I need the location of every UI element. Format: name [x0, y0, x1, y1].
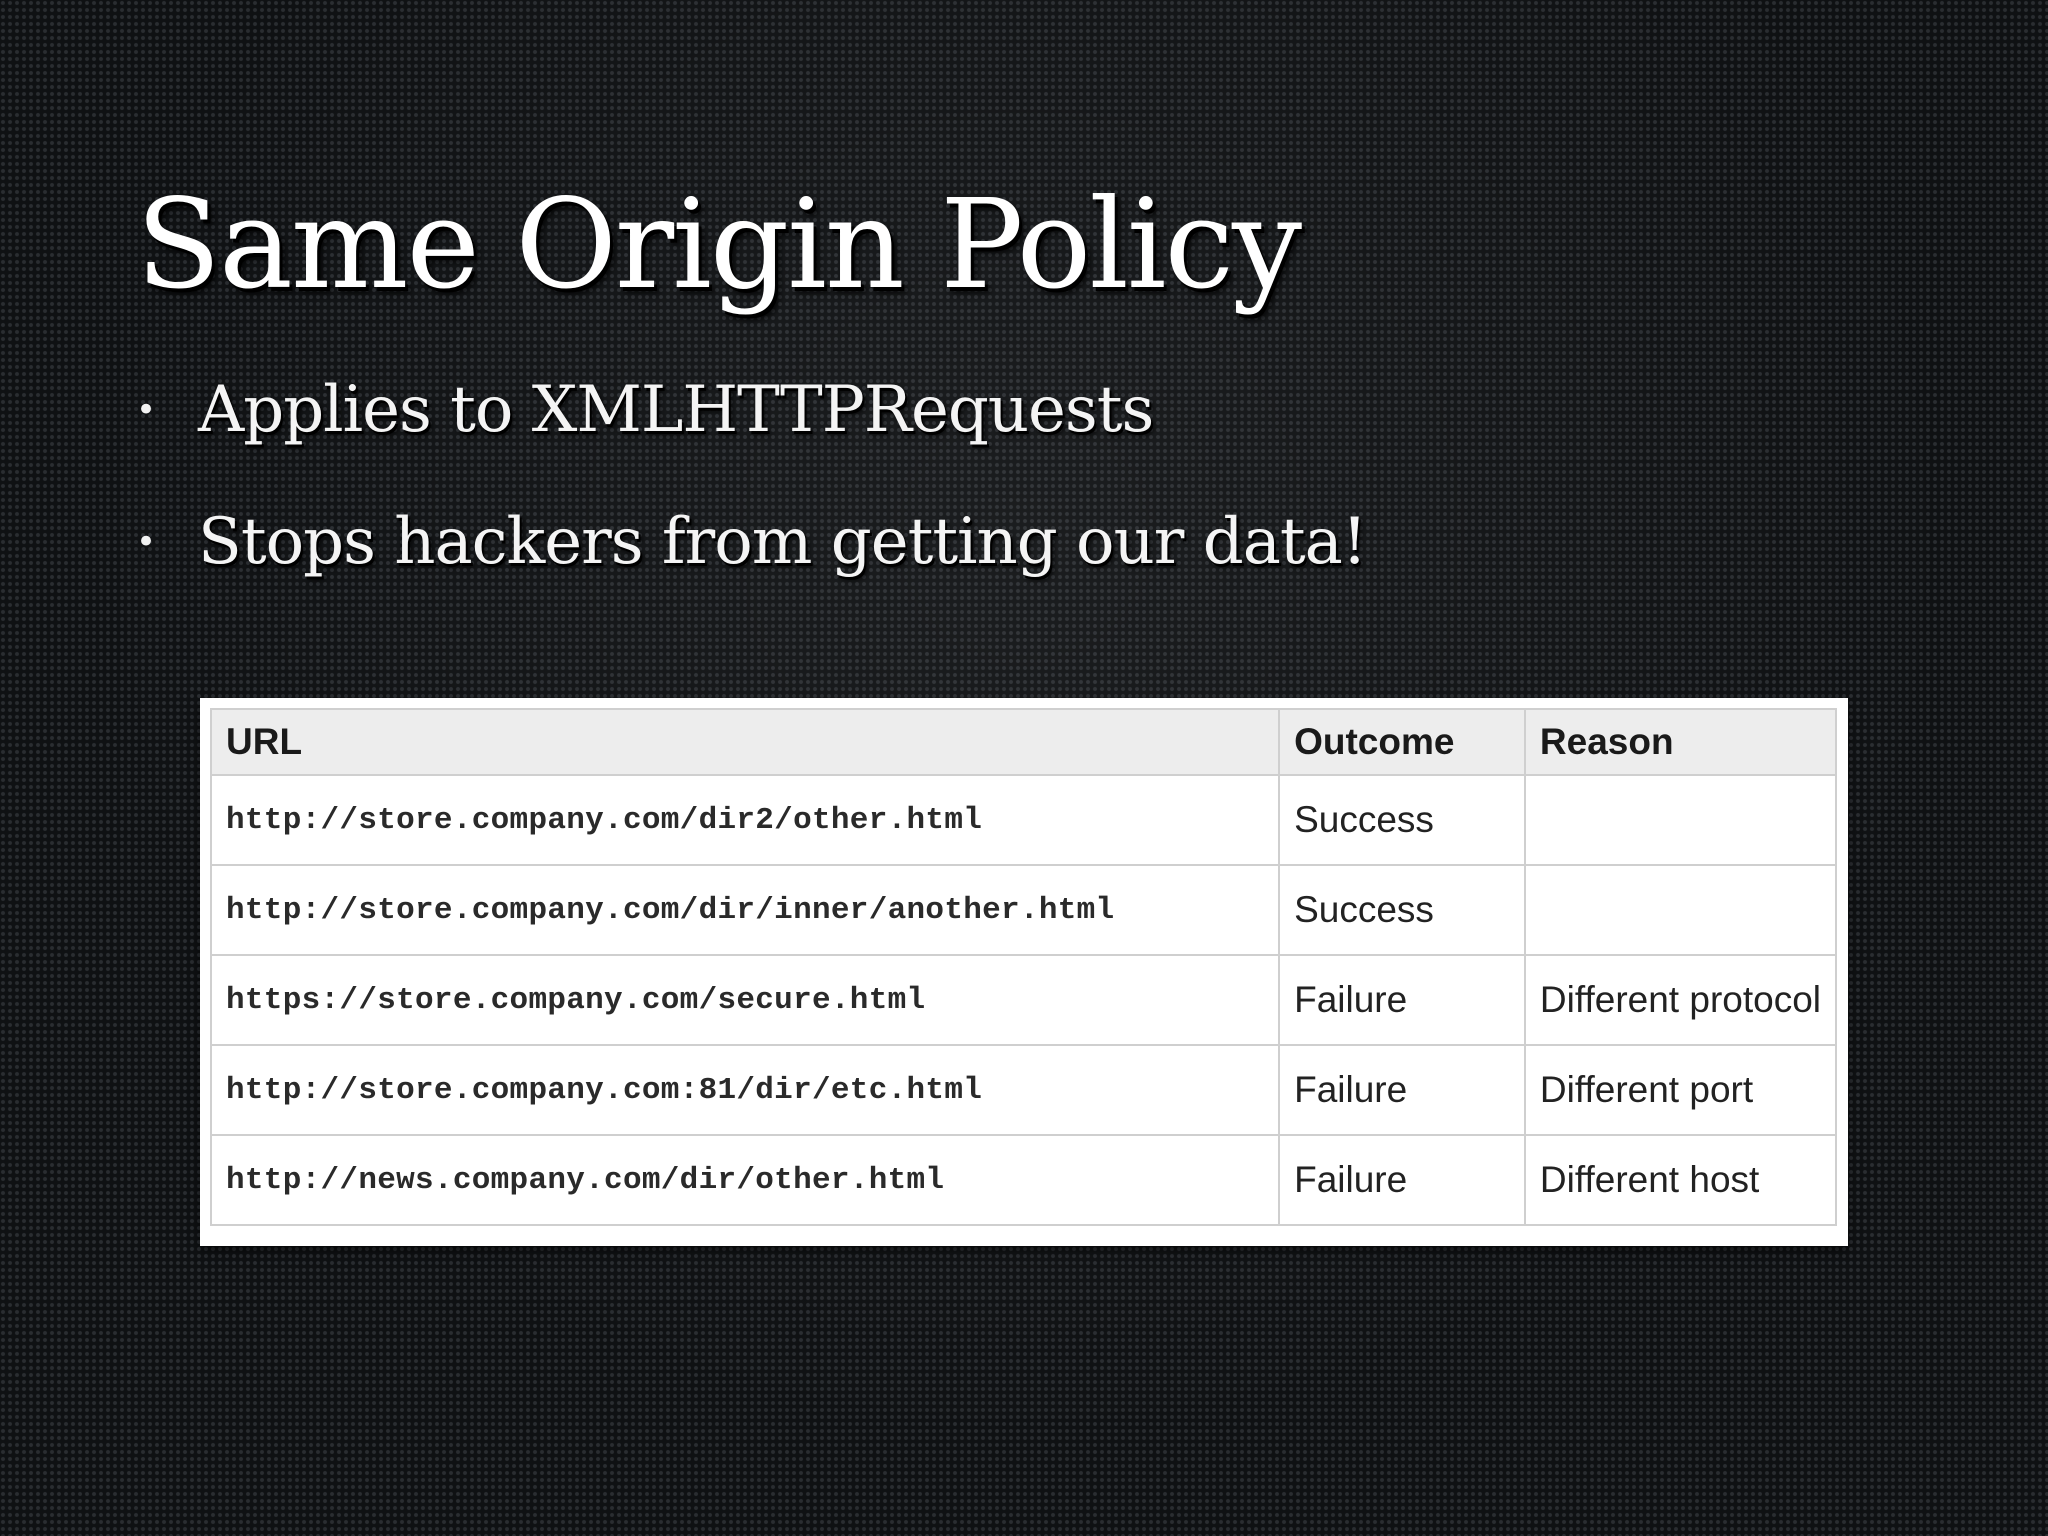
header-outcome: Outcome: [1279, 709, 1525, 775]
origin-table: [210, 708, 1837, 1226]
cell-reason: [1525, 865, 1836, 955]
cell-url: http://news.company.com/dir/other.html: [211, 1135, 1279, 1225]
cell-outcome: Failure: [1279, 955, 1525, 1045]
bullet-item: [136, 370, 1366, 502]
cell-url: https://store.company.com/secure.html: [211, 955, 1279, 1045]
cell-outcome: Success: [1279, 775, 1525, 865]
bullet-marker: •: [136, 390, 157, 430]
table-header-row: [211, 709, 1836, 775]
header-reason: Reason: [1525, 709, 1836, 775]
table-row: [211, 1045, 1836, 1135]
bullet-list: [136, 370, 1366, 634]
cell-reason: Different port: [1525, 1045, 1836, 1135]
table-row: [211, 865, 1836, 955]
bullet-marker: •: [136, 522, 157, 562]
cell-url: http://store.company.com/dir2/other.html: [211, 775, 1279, 865]
cell-url: http://store.company.com:81/dir/etc.html: [211, 1045, 1279, 1135]
cell-reason: Different protocol: [1525, 955, 1836, 1045]
cell-outcome: Failure: [1279, 1135, 1525, 1225]
table-row: [211, 775, 1836, 865]
table-row: [211, 1135, 1836, 1225]
slide-title: Same Origin Policy: [136, 173, 1301, 317]
cell-outcome: Success: [1279, 865, 1525, 955]
cell-outcome: Failure: [1279, 1045, 1525, 1135]
bullet-text: Stops hackers from getting our data!: [198, 505, 1367, 579]
table-row: [211, 955, 1836, 1045]
cell-reason: Different host: [1525, 1135, 1836, 1225]
table-frame: [200, 698, 1848, 1246]
bullet-text: Applies to XMLHTTPRequests: [198, 373, 1154, 447]
cell-url: http://store.company.com/dir/inner/another.html: [211, 865, 1279, 955]
cell-reason: [1525, 775, 1836, 865]
bullet-item: [136, 502, 1366, 634]
header-url: URL: [211, 709, 1279, 775]
